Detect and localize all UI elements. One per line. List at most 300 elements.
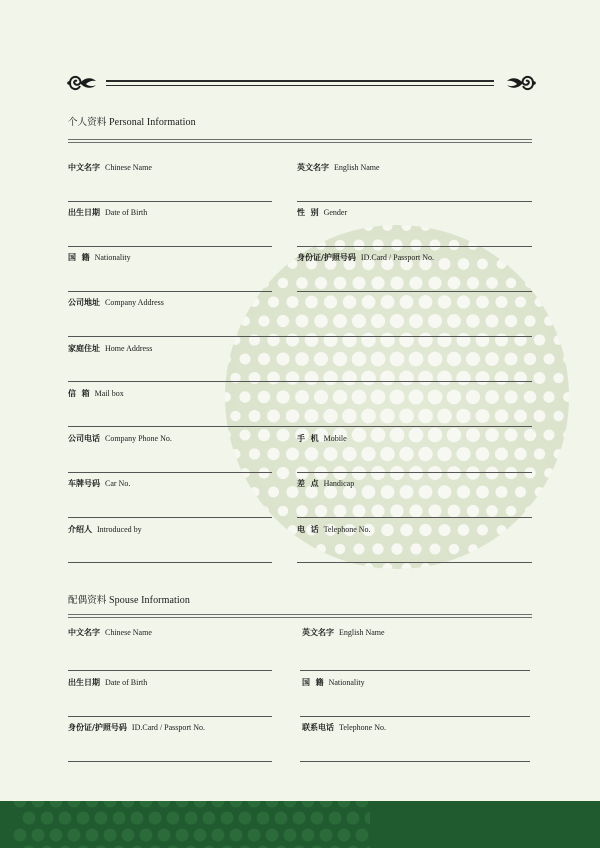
dimple xyxy=(437,371,452,386)
dimple xyxy=(447,390,462,405)
footer-dimple xyxy=(185,812,198,825)
dimple xyxy=(466,352,480,366)
dimple xyxy=(258,467,269,478)
gender-label: 性 别 Gender xyxy=(297,208,348,217)
dimple xyxy=(343,295,357,309)
dimple xyxy=(399,371,414,386)
dimple xyxy=(485,352,499,366)
footer-dimple xyxy=(59,812,72,825)
dimple xyxy=(372,239,383,250)
dimple xyxy=(286,409,300,423)
dimple xyxy=(399,447,414,462)
dimple xyxy=(334,505,347,518)
dimple xyxy=(447,314,461,328)
dimple xyxy=(342,409,357,424)
dimple xyxy=(390,466,404,480)
dimple xyxy=(497,525,507,535)
dimple xyxy=(554,449,564,459)
dimple xyxy=(240,468,250,478)
dimple xyxy=(250,487,260,497)
footer-dimple xyxy=(275,812,288,825)
dimple xyxy=(259,278,269,288)
dimple xyxy=(554,335,564,345)
dimple xyxy=(295,352,309,366)
dimple xyxy=(352,314,366,328)
dimple xyxy=(437,409,452,424)
dimple xyxy=(268,296,279,307)
dimple xyxy=(286,296,298,308)
dimple xyxy=(534,334,545,345)
dimple xyxy=(333,390,348,405)
personal-title-en: Personal Information xyxy=(109,117,196,128)
dimple xyxy=(524,353,536,365)
dimple xyxy=(477,525,488,536)
dimple xyxy=(239,353,250,364)
dimple xyxy=(352,352,367,367)
mail-box-label: 信 箱 Mail box xyxy=(68,389,124,398)
dimple xyxy=(428,390,443,405)
dimple xyxy=(534,448,545,459)
dimple xyxy=(342,447,356,461)
dimple xyxy=(258,429,270,441)
dimple xyxy=(458,258,470,270)
footer-dimple xyxy=(365,812,371,825)
footer-dimple xyxy=(320,801,333,808)
dimple xyxy=(381,485,395,499)
footer-dimple xyxy=(203,812,216,825)
dimple xyxy=(381,295,395,309)
footer-dimple xyxy=(50,801,63,808)
dimple xyxy=(391,543,402,554)
footer-dimple xyxy=(230,829,243,842)
dimple xyxy=(268,486,279,497)
dimple xyxy=(437,447,451,461)
dimple xyxy=(333,352,347,366)
dimple xyxy=(335,240,345,250)
dimple xyxy=(485,314,498,327)
dimple xyxy=(419,485,433,499)
footer-dimple xyxy=(32,829,45,842)
footer-dimple xyxy=(86,829,99,842)
telephone-field[interactable] xyxy=(297,562,532,563)
spouse-telephone-label: 联系电话 Telephone No. xyxy=(302,723,386,732)
personal-title-zh: 个人资料 xyxy=(68,117,107,128)
dimple xyxy=(352,276,365,289)
dimple xyxy=(400,295,414,309)
introduced-by-field[interactable] xyxy=(68,562,272,563)
dimple xyxy=(361,333,376,348)
dimple xyxy=(504,352,517,365)
dimple xyxy=(239,391,250,402)
dimple xyxy=(456,447,470,461)
dimple xyxy=(467,505,479,517)
footer-dimple xyxy=(131,812,144,825)
dimple xyxy=(495,371,509,385)
dimple xyxy=(371,428,386,443)
dimple xyxy=(353,543,364,554)
dimple xyxy=(505,315,517,327)
dimple xyxy=(428,352,443,367)
footer-dimple xyxy=(14,829,27,842)
mail-box-field[interactable] xyxy=(68,426,532,427)
dimple xyxy=(249,372,261,384)
dimple xyxy=(468,544,478,554)
dimple xyxy=(381,524,394,537)
dimple xyxy=(525,278,535,288)
dimple xyxy=(315,277,327,289)
dimple xyxy=(447,466,461,480)
dimple xyxy=(524,391,537,404)
footer-dimple xyxy=(86,801,99,808)
english-name-label: 英文名字 English Name xyxy=(297,163,380,172)
footer-band xyxy=(0,801,600,848)
footer-dimple xyxy=(347,812,360,825)
dimple xyxy=(409,466,423,480)
dimple xyxy=(267,410,280,423)
date-of-birth-label: 出生日期 Date of Birth xyxy=(68,208,148,217)
footer-dimple xyxy=(95,812,108,825)
dimple xyxy=(409,276,422,289)
footer-dimple xyxy=(176,801,189,808)
footer-dimple xyxy=(356,829,369,842)
dimple xyxy=(304,409,318,423)
dimple xyxy=(314,390,328,404)
dimple xyxy=(448,277,461,290)
footer-dimple xyxy=(293,812,306,825)
dimple xyxy=(534,372,546,384)
handicap-field[interactable] xyxy=(297,517,532,518)
dimple xyxy=(409,504,422,517)
dimple xyxy=(543,391,554,402)
footer-dimple xyxy=(32,801,45,808)
dimple xyxy=(534,410,546,422)
dimple xyxy=(390,276,403,289)
chinese-name-label: 中文名字 Chinese Name xyxy=(68,163,152,172)
id-card-field[interactable] xyxy=(297,291,532,292)
spouse-nationality-field[interactable] xyxy=(300,716,530,717)
dimple xyxy=(400,485,414,499)
spouse-title-zh: 配偶资料 xyxy=(68,595,107,606)
footer-dimple xyxy=(167,812,180,825)
ornament-left-icon xyxy=(66,73,100,93)
spouse-english-name-field[interactable] xyxy=(300,670,530,671)
dimple xyxy=(278,506,289,517)
dimple xyxy=(476,296,489,309)
dimple xyxy=(276,390,289,403)
dimple xyxy=(497,259,507,269)
footer-dimple xyxy=(14,801,27,808)
dimple xyxy=(448,505,461,518)
dimple xyxy=(477,259,488,270)
dimple xyxy=(230,411,240,421)
dimple xyxy=(466,314,480,328)
footer-dimple-pattern xyxy=(10,801,370,848)
dimple xyxy=(296,505,308,517)
footer-dimple xyxy=(149,812,162,825)
dimple xyxy=(316,544,326,554)
footer-dimple xyxy=(122,829,135,842)
dimple xyxy=(286,447,299,460)
dimple xyxy=(466,428,480,442)
dimple xyxy=(371,466,385,480)
golf-ball-watermark xyxy=(222,222,572,572)
dimple xyxy=(524,315,535,326)
dimple xyxy=(353,239,364,250)
dimple xyxy=(438,485,452,499)
dimple xyxy=(352,504,365,517)
header-rule-thick xyxy=(106,80,494,82)
dimple xyxy=(495,296,507,308)
dimple xyxy=(399,409,414,424)
dimple xyxy=(418,447,433,462)
spouse-telephone-field[interactable] xyxy=(300,761,530,762)
dimple xyxy=(514,410,527,423)
dimple xyxy=(288,525,298,535)
footer-dimple xyxy=(257,812,270,825)
dimple xyxy=(457,295,470,308)
footer-dimple xyxy=(284,829,297,842)
footer-dimple xyxy=(23,812,36,825)
spouse-date-of-birth-field[interactable] xyxy=(68,716,272,717)
dimple xyxy=(476,447,490,461)
footer-dimple xyxy=(158,801,171,808)
dimple xyxy=(447,352,461,366)
dimple xyxy=(267,448,279,460)
dimple xyxy=(334,277,347,290)
dimple xyxy=(524,467,535,478)
dimple xyxy=(361,371,376,386)
dimple xyxy=(457,485,470,498)
gender-field[interactable] xyxy=(297,246,532,247)
dimple xyxy=(495,409,509,423)
dimple xyxy=(428,466,442,480)
dimple xyxy=(276,428,289,441)
dimple xyxy=(372,543,383,554)
date-of-birth-field[interactable] xyxy=(68,246,272,247)
dimple xyxy=(429,239,440,250)
dimple xyxy=(486,277,498,289)
footer-dimple xyxy=(239,812,252,825)
home-address-label: 家庭住址 Home Address xyxy=(68,344,153,353)
spouse-date-of-birth-label: 出生日期 Date of Birth xyxy=(68,678,148,687)
footer-dimple xyxy=(212,801,225,808)
dimple xyxy=(390,314,404,328)
id-card-label: 身份证/护照号码 ID.Card / Passport No. xyxy=(297,253,435,262)
home-address-field[interactable] xyxy=(68,381,532,382)
dimple xyxy=(295,314,308,327)
dimple xyxy=(390,390,405,405)
dimple xyxy=(391,239,402,250)
spouse-nationality-label: 国 籍 Nationality xyxy=(302,678,365,687)
dimple xyxy=(380,371,395,386)
mobile-field[interactable] xyxy=(297,472,532,473)
dimple xyxy=(277,315,289,327)
dimple xyxy=(258,391,271,404)
dimple xyxy=(286,371,300,385)
spouse-rule-2 xyxy=(68,617,532,618)
dimple xyxy=(231,449,241,459)
dimple xyxy=(466,466,480,480)
dimple xyxy=(305,447,319,461)
dimple xyxy=(277,467,289,479)
dimple xyxy=(258,353,270,365)
dimple xyxy=(525,506,535,516)
footer-dimple xyxy=(194,801,207,808)
dimple xyxy=(276,352,289,365)
spouse-id-card-field[interactable] xyxy=(68,761,272,762)
spouse-rule-1 xyxy=(68,614,532,615)
ornament-right-icon xyxy=(503,73,537,93)
dimple xyxy=(418,333,433,348)
footer-dimple xyxy=(266,801,279,808)
dimple xyxy=(438,295,452,309)
chinese-name-field[interactable] xyxy=(68,201,272,202)
footer-dimple xyxy=(356,801,369,808)
dimple xyxy=(449,544,459,554)
dimple xyxy=(333,314,347,328)
dimple xyxy=(399,333,414,348)
personal-info-title xyxy=(68,114,196,128)
dimple xyxy=(250,297,260,307)
spouse-info-title xyxy=(68,592,190,606)
personal-rule-1 xyxy=(68,139,532,140)
company-phone-field[interactable] xyxy=(68,472,272,473)
footer-dimple xyxy=(104,801,117,808)
dimple xyxy=(419,524,431,536)
dimple xyxy=(456,371,470,385)
dimple xyxy=(495,486,507,498)
dimple xyxy=(504,428,517,441)
dimple xyxy=(239,429,250,440)
header-rule-thin xyxy=(106,85,494,86)
dimple xyxy=(259,506,269,516)
footer-dimple xyxy=(284,801,297,808)
dimple xyxy=(352,428,367,443)
english-name-field[interactable] xyxy=(297,201,532,202)
footer-dimple xyxy=(221,812,234,825)
dimple xyxy=(553,373,563,383)
dimple xyxy=(296,277,308,289)
footer-dimple xyxy=(50,829,63,842)
dimple xyxy=(409,352,424,367)
nationality-field[interactable] xyxy=(68,291,272,292)
spouse-id-card-label: 身份证/护照号码 ID.Card / Passport No. xyxy=(68,723,206,732)
dimple xyxy=(288,259,298,269)
dimple xyxy=(506,506,517,517)
dimple xyxy=(438,258,450,270)
dimple xyxy=(371,352,386,367)
dimple xyxy=(380,333,395,348)
dimple xyxy=(323,371,337,385)
dimple xyxy=(418,371,433,386)
dimple xyxy=(505,467,517,479)
dimple xyxy=(515,486,526,497)
dimple xyxy=(485,428,499,442)
dimple xyxy=(295,390,309,404)
dimple xyxy=(475,371,489,385)
dimple xyxy=(362,485,376,499)
nationality-label: 国 籍 Nationality xyxy=(68,253,131,262)
spouse-chinese-name-field[interactable] xyxy=(68,670,272,671)
dimple xyxy=(390,428,405,443)
dimple xyxy=(544,468,554,478)
dimple xyxy=(495,447,508,460)
dimple xyxy=(409,390,424,405)
dimple xyxy=(438,524,450,536)
dimple xyxy=(535,297,545,307)
dimple xyxy=(278,278,289,289)
footer-dimple xyxy=(68,829,81,842)
dimple xyxy=(544,316,554,326)
dimple xyxy=(543,429,554,440)
dimple xyxy=(486,505,498,517)
dimple xyxy=(371,504,384,517)
dimple xyxy=(467,277,479,289)
dimple xyxy=(409,314,423,328)
dimple xyxy=(447,428,461,442)
dimple xyxy=(418,409,433,424)
spouse-title-en: Spouse Information xyxy=(109,595,190,606)
footer-dimple xyxy=(338,829,351,842)
footer-dimple xyxy=(122,801,135,808)
dimple xyxy=(352,390,367,405)
footer-dimple xyxy=(176,829,189,842)
dimple xyxy=(335,544,345,554)
dimple xyxy=(409,428,424,443)
dimple xyxy=(258,315,269,326)
footer-dimple xyxy=(212,829,225,842)
dimple xyxy=(323,447,337,461)
footer-dimple xyxy=(68,801,81,808)
dimple xyxy=(543,353,554,364)
dimple xyxy=(437,333,451,347)
dimple xyxy=(515,296,526,307)
car-no-field[interactable] xyxy=(68,517,272,518)
dimple xyxy=(361,409,376,424)
footer-dimple xyxy=(302,829,315,842)
dimple xyxy=(380,409,395,424)
spouse-english-name-label: 英文名字 English Name xyxy=(302,628,385,637)
dimple xyxy=(342,333,356,347)
mobile-label: 手 机 Mobile xyxy=(297,434,347,443)
dimple xyxy=(410,239,421,250)
spouse-chinese-name-label: 中文名字 Chinese Name xyxy=(68,628,152,637)
footer-dimple xyxy=(311,812,324,825)
footer-dimple xyxy=(248,801,261,808)
dimple xyxy=(362,295,376,309)
company-address-field[interactable] xyxy=(68,336,532,337)
footer-dimple xyxy=(329,812,342,825)
dimple xyxy=(323,409,337,423)
dimple xyxy=(458,524,470,536)
dimple xyxy=(553,411,563,421)
footer-dimple xyxy=(104,829,117,842)
footer-dimple xyxy=(266,829,279,842)
dimple xyxy=(314,314,328,328)
dimple xyxy=(315,505,327,517)
dimple xyxy=(456,409,470,423)
dimple xyxy=(267,372,280,385)
dimple xyxy=(419,295,433,309)
dimple xyxy=(410,543,421,554)
footer-dimple xyxy=(158,829,171,842)
dimple xyxy=(361,447,376,462)
car-no-label: 车牌号码 Car No. xyxy=(68,479,131,488)
footer-dimple xyxy=(77,812,90,825)
dimple xyxy=(240,316,250,326)
dimple xyxy=(468,240,478,250)
dimple xyxy=(380,447,395,462)
